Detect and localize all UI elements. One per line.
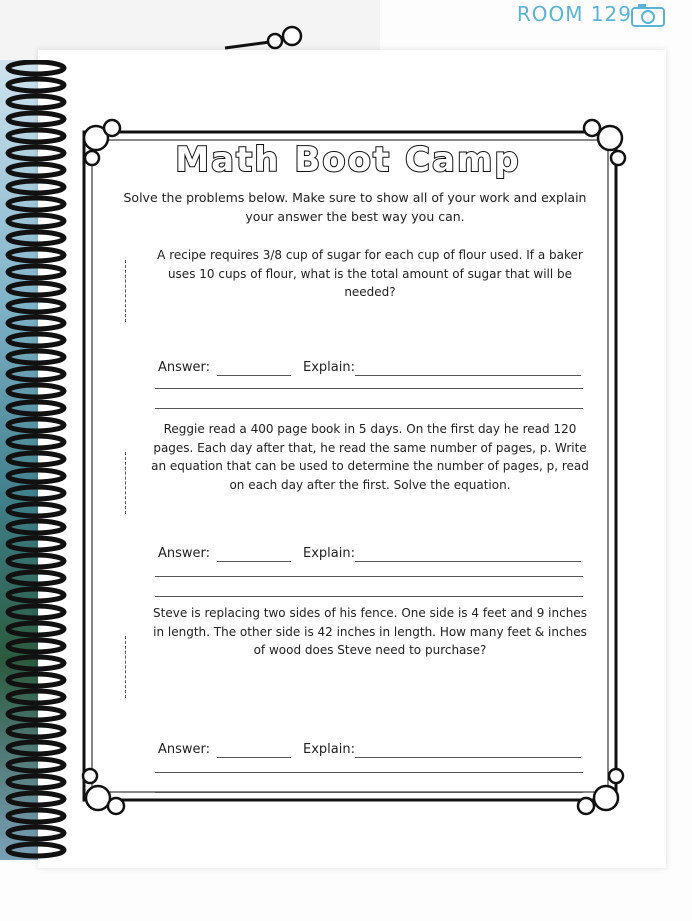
spiral-coil <box>8 113 64 125</box>
brand-logo-text: ROOM 129 <box>516 2 632 26</box>
spiral-coil <box>8 844 64 856</box>
spiral-coil <box>8 606 64 618</box>
explain-blank[interactable] <box>355 375 581 376</box>
spiral-coil <box>8 827 64 839</box>
spiral-coil <box>8 657 64 669</box>
spiral-coil <box>8 725 64 737</box>
answer-blank[interactable] <box>217 561 291 562</box>
explain-blank[interactable] <box>355 757 581 758</box>
camera-icon <box>624 0 674 30</box>
writing-line[interactable] <box>155 792 583 793</box>
margin-line <box>125 636 126 698</box>
spiral-coil <box>8 334 64 346</box>
spiral-coil <box>8 232 64 244</box>
instructions-text: Solve the problems below. Make sure to show all of your work and explain your answer the best way you can. <box>123 190 587 224</box>
spiral-coil <box>8 742 64 754</box>
spiral-coil <box>8 521 64 533</box>
spiral-coil <box>8 62 64 74</box>
spiral-coil <box>8 164 64 176</box>
spiral-coil <box>8 470 64 482</box>
spiral-coil <box>8 589 64 601</box>
spiral-coil <box>8 759 64 771</box>
spiral-coil <box>8 504 64 516</box>
spiral-coil <box>8 300 64 312</box>
writing-line[interactable] <box>155 388 583 389</box>
answer-label: Answer: <box>158 546 211 561</box>
margin-line <box>125 452 126 514</box>
spiral-coil <box>8 708 64 720</box>
spiral-coil <box>8 317 64 329</box>
spiral-coil <box>8 623 64 635</box>
answer-blank[interactable] <box>217 375 291 376</box>
writing-line[interactable] <box>155 772 583 773</box>
worksheet-title: Math Boot Camp <box>175 140 521 180</box>
writing-line[interactable] <box>155 408 583 409</box>
spiral-coil <box>8 453 64 465</box>
writing-line[interactable] <box>155 576 583 577</box>
spiral-coil <box>8 810 64 822</box>
spiral-coil <box>8 572 64 584</box>
spiral-coil <box>8 776 64 788</box>
spiral-coil <box>8 487 64 499</box>
spiral-coil <box>8 147 64 159</box>
spiral-coil <box>8 640 64 652</box>
spiral-coil <box>8 402 64 414</box>
spiral-coil <box>8 198 64 210</box>
spiral-coil <box>8 215 64 227</box>
explain-label: Explain: <box>303 360 355 375</box>
answer-row-2 <box>155 546 585 564</box>
spiral-coil <box>8 674 64 686</box>
problem-1-text: A recipe requires 3/8 cup of sugar for each cup of flour used. If a baker uses 10 cups of flour, what is the total amount of sugar that will be needed? <box>157 248 583 299</box>
answer-label: Answer: <box>158 360 211 375</box>
spiral-coil <box>8 249 64 261</box>
spiral-coil <box>8 351 64 363</box>
spiral-coil <box>8 79 64 91</box>
explain-label: Explain: <box>303 546 355 561</box>
spiral-binding <box>0 60 72 860</box>
margin-line <box>125 260 126 322</box>
spiral-coil <box>8 436 64 448</box>
problem-3-text: Steve is replacing two sides of his fence. One side is 4 feet and 9 inches in length. The other side is 42 inches in length. How many feet & inches of wood does Steve need to purchase? <box>153 606 587 657</box>
spiral-coil <box>8 555 64 567</box>
spiral-coil <box>8 283 64 295</box>
spiral-coil <box>8 793 64 805</box>
problem-2-text: Reggie read a 400 page book in 5 days. On the first day he read 120 pages. Each day after that, he read the same number of pages, p. Write an equation that can be used to determine the number of pages, p, read on each day after the first. Solve the equation. <box>151 422 589 492</box>
spiral-coil <box>8 691 64 703</box>
explain-blank[interactable] <box>355 561 581 562</box>
answer-row-3 <box>155 742 585 760</box>
spiral-coil <box>8 419 64 431</box>
spiral-coil <box>8 130 64 142</box>
page-corner-doodle <box>220 24 320 54</box>
spiral-coil <box>8 181 64 193</box>
explain-label: Explain: <box>303 742 355 757</box>
answer-row-1 <box>155 360 585 378</box>
spiral-coil <box>8 385 64 397</box>
spiral-coil <box>8 538 64 550</box>
writing-line[interactable] <box>155 596 583 597</box>
spiral-coil <box>8 96 64 108</box>
answer-label: Answer: <box>158 742 211 757</box>
spiral-coil <box>8 368 64 380</box>
answer-blank[interactable] <box>217 757 291 758</box>
spiral-coil <box>8 266 64 278</box>
